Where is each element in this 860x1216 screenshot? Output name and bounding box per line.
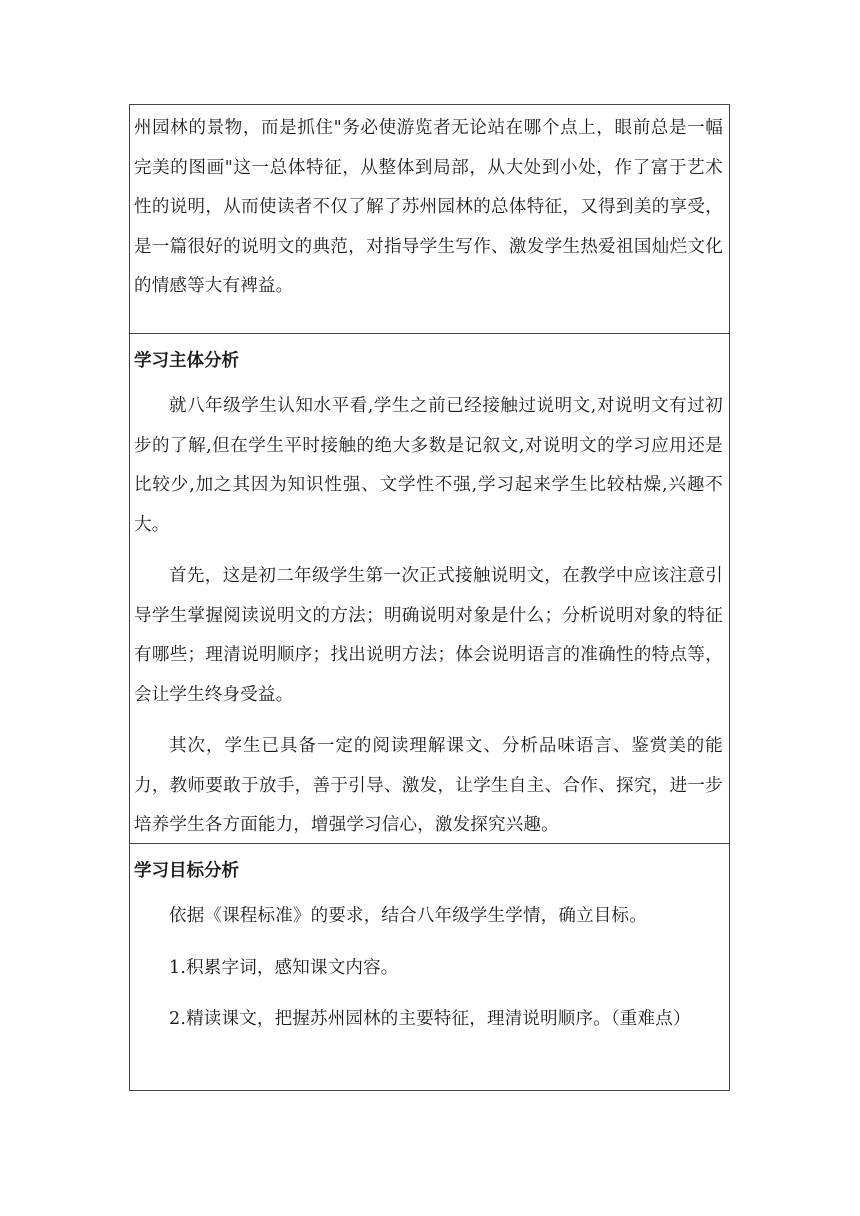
goals-basis-paragraph: 依据《课程标准》的要求，结合八年级学生学情，确立目标。 [169, 906, 647, 926]
learner-analysis-cell [130, 334, 729, 844]
learner-second-point-paragraph: 其次，学生已具备一定的阅读理解课文、分析品味语言、鉴赏美的能力，教师要敢于放手，善于引导、激发，让学生自主、合作、探究，进一步培养学生各方面能力，增强学习信心，激发探究兴趣。 [134, 736, 723, 835]
learner-cognition-paragraph: 就八年级学生认知水平看,学生之前已经接触过说明文,对说明文有过初步的了解,但在学生平时接触的绝大多数是记叙文,对说明文的学习应用还是比较少,加之其因为知识性强、文学性不强,学习起来学生比较枯燥,兴趣不大。 [134, 396, 723, 535]
goal-item-1: 1.积累字词，感知课文内容。 [169, 957, 399, 978]
learner-first-point-paragraph: 首先，这是初二年级学生第一次正式接触说明文，在教学中应该注意引导学生掌握阅读说明文的方法；明确说明对象是什么；分析说明对象的特征有哪些；理清说明顺序；找出说明方法；体会说明语言的准确性的特点等，会让学生终身受益。 [134, 566, 723, 705]
text-analysis-paragraph: 州园林的景物，而是抓住"务必使游览者无论站在哪个点上，眼前总是一幅完美的图画"这一总体特征，从整体到局部，从大处到小处，作了富于艺术性的说明，从而使读者不仅了解了苏州园林的总体特征，又得到美的享受，是一篇很好的说明文的典范，对指导学生写作、激发学生热爱祖国灿烂文化的情感等大有裨益。 [134, 118, 723, 296]
learning-goals-heading: 学习目标分析 [134, 861, 239, 881]
learner-analysis-heading: 学习主体分析 [134, 351, 239, 371]
textbook-analysis-cell [130, 105, 729, 334]
goal-item-2: 2.精读课文，把握苏州园林的主要特征，理清说明顺序。（重难点） [169, 1009, 691, 1029]
lesson-plan-table [129, 104, 730, 1091]
learning-goals-cell [130, 844, 729, 1090]
